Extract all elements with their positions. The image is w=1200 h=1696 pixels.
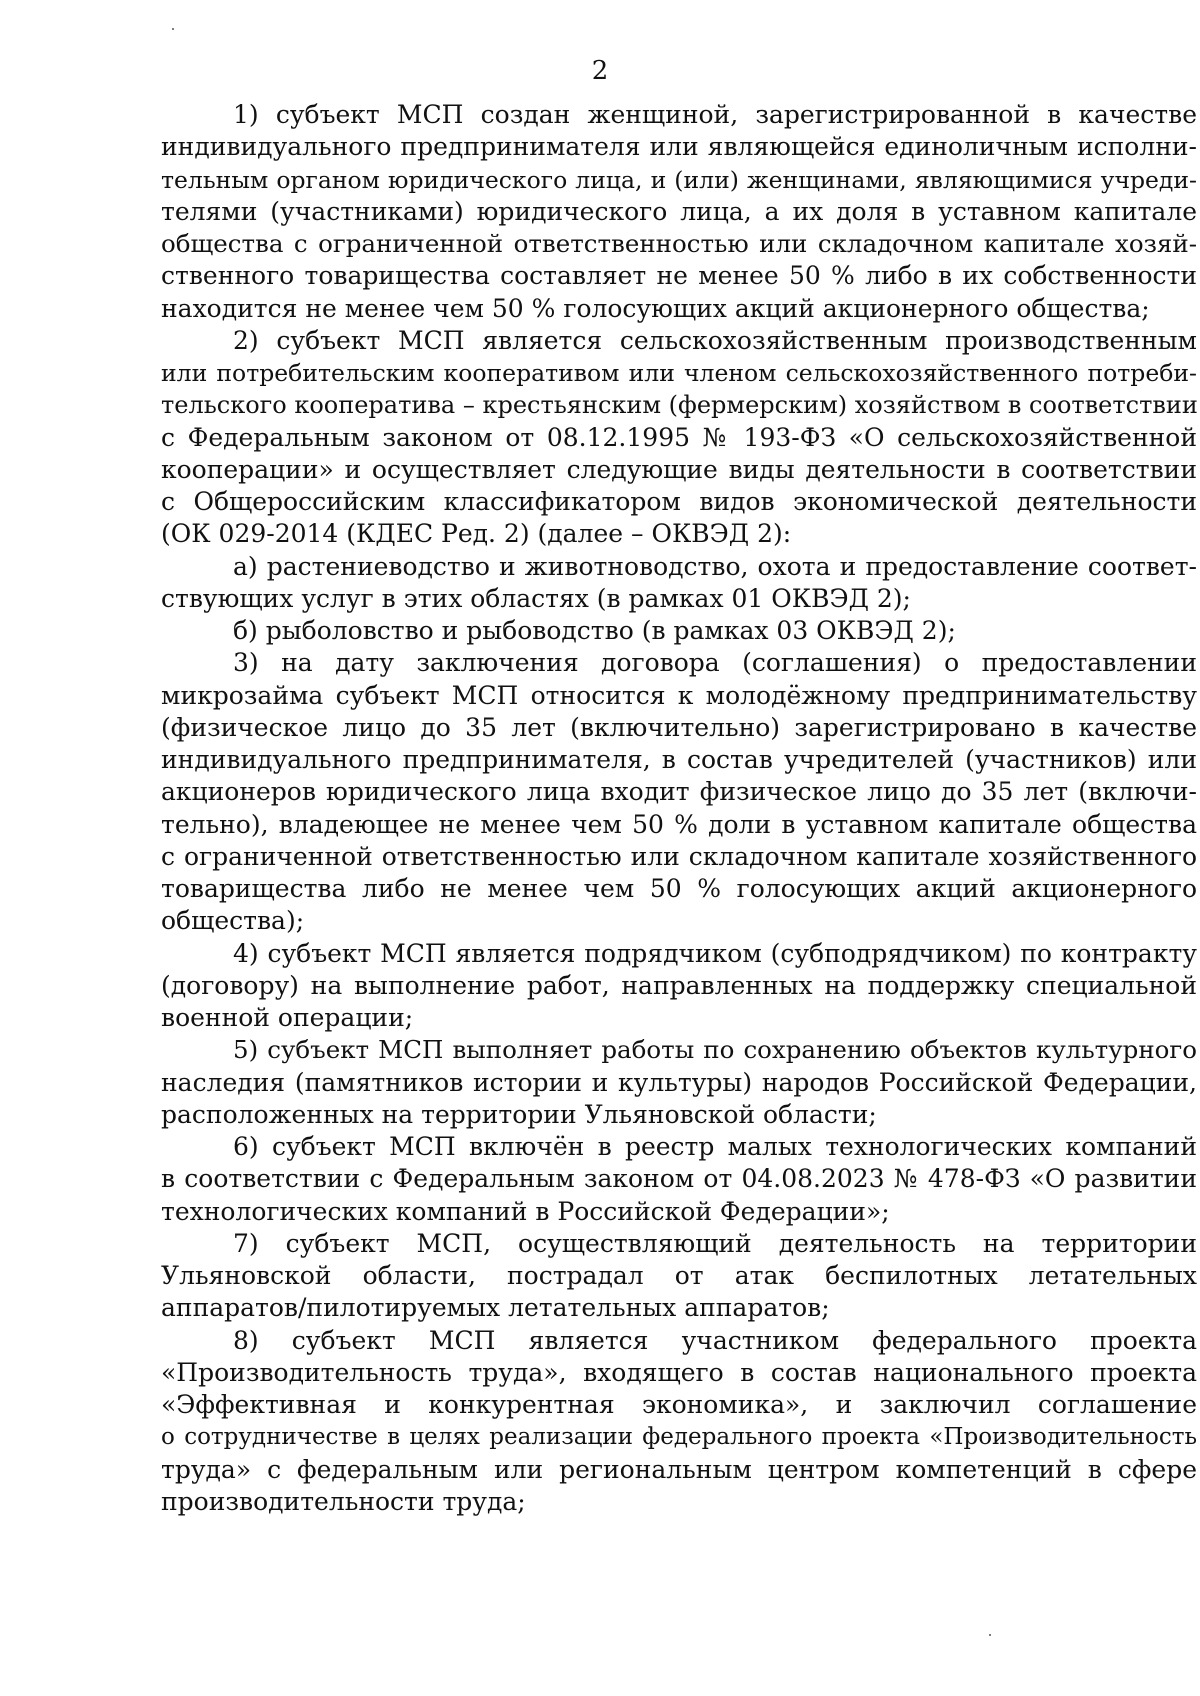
scan-speck bbox=[172, 28, 174, 30]
text-line: общества); bbox=[161, 906, 305, 936]
text-line: (договору) на выполнение работ, направленных на поддержку специальной bbox=[161, 970, 1197, 1000]
text-line: труда» с федеральным или региональным центром компетенций в сфере bbox=[161, 1454, 1197, 1484]
paragraph bbox=[161, 615, 1197, 647]
text-line: аппаратов/пилотируемых летательных аппаратов; bbox=[161, 1293, 830, 1323]
text-line: или потребительским кооперативом или членом сельскохозяйственного потреби- bbox=[161, 359, 1197, 387]
paragraph bbox=[161, 938, 1197, 1035]
paragraph bbox=[161, 1131, 1197, 1228]
text-line: 6) субъект МСП включён в реестр малых технологических компаний bbox=[233, 1132, 1197, 1161]
text-line: технологических компаний в Российской Федерации»; bbox=[161, 1196, 890, 1226]
text-line: индивидуального предпринимателя или являющейся единоличным исполни- bbox=[161, 132, 1197, 162]
text-line: «Производительность труда», входящего в состав национального проекта bbox=[161, 1357, 1197, 1387]
text-line: о сотрудничестве в целях реализации федерального проекта «Производительность bbox=[161, 1424, 1197, 1451]
text-line: производительности труда; bbox=[161, 1486, 526, 1516]
paragraph bbox=[161, 1228, 1197, 1325]
text-line: 7) субъект МСП, осуществляющий деятельность на территории bbox=[233, 1228, 1197, 1258]
text-line: тельского кооператива – крестьянским (фермерским) хозяйством в соответствии bbox=[161, 391, 1198, 420]
text-line: находится не менее чем 50 % голосующих акций акционерного общества; bbox=[161, 293, 1150, 323]
paragraph bbox=[161, 99, 1197, 325]
text-line: индивидуального предпринимателя, в состав учредителей (участников) или bbox=[161, 745, 1197, 774]
text-line: «Эффективная и конкурентная экономика», и заключил соглашение bbox=[161, 1390, 1197, 1419]
text-line: ственного товарищества составляет не менее 50 % либо в их собственности bbox=[161, 261, 1197, 291]
text-line: тельно), владеющее не менее чем 50 % доли в уставном капитале общества bbox=[161, 809, 1197, 839]
text-line: Ульяновской области, пострадал от атак беспилотных летательных bbox=[161, 1261, 1197, 1290]
text-line: б) рыболовство и рыбоводство (в рамках 03 ОКВЭД 2); bbox=[233, 616, 956, 645]
text-line: общества с ограниченной ответственностью или складочном капитале хозяй- bbox=[161, 229, 1197, 258]
scan-speck bbox=[989, 1634, 991, 1636]
text-line: 2) субъект МСП является сельскохозяйственным производственным bbox=[233, 325, 1197, 355]
paragraph bbox=[161, 1034, 1197, 1131]
text-line: в соответствии с Федеральным законом от 04.08.2023 № 478-ФЗ «О развитии bbox=[161, 1164, 1197, 1194]
text-line: расположенных на территории Ульяновской области; bbox=[161, 1099, 877, 1129]
paragraph bbox=[161, 325, 1197, 551]
text-line: телями (участниками) юридического лица, а их доля в уставном капитале bbox=[161, 196, 1197, 226]
text-line: кооперации» и осуществляет следующие виды деятельности в соответствии bbox=[161, 454, 1197, 484]
text-line: военной операции; bbox=[161, 1003, 414, 1032]
text-line: тельным органом юридического лица, и (или) женщинами, являющимися учреди- bbox=[161, 165, 1197, 194]
text-line: акционеров юридического лица входит физическое лицо до 35 лет (включи- bbox=[161, 777, 1197, 807]
document-body bbox=[161, 99, 1197, 1518]
text-line: 8) субъект МСП является участником федерального проекта bbox=[233, 1325, 1197, 1355]
text-line: ствующих услуг в этих областях (в рамках 01 ОКВЭД 2); bbox=[161, 583, 911, 613]
page-number: 2 bbox=[591, 56, 609, 86]
text-line: микрозайма субъект МСП относится к молодёжному предпринимательству bbox=[161, 680, 1197, 710]
text-line: 1) субъект МСП создан женщиной, зарегистрированной в качестве bbox=[233, 100, 1197, 129]
text-line: с ограниченной ответственностью или складочном капитале хозяйственного bbox=[161, 841, 1197, 871]
text-line: с Общероссийским классификатором видов экономической деятельности bbox=[161, 487, 1197, 516]
text-line: (ОК 029-2014 (КДЕС Ред. 2) (далее – ОКВЭД 2): bbox=[161, 519, 792, 549]
text-line: с Федеральным законом от 08.12.1995 № 193-ФЗ «О сельскохозяйственной bbox=[161, 422, 1197, 452]
paragraph bbox=[161, 551, 1197, 616]
text-line: наследия (памятников истории и культуры) народов Российской Федерации, bbox=[161, 1067, 1197, 1097]
text-line: 4) субъект МСП является подрядчиком (субподрядчиком) по контракту bbox=[233, 938, 1197, 968]
text-line: 5) субъект МСП выполняет работы по сохранению объектов культурного bbox=[233, 1035, 1197, 1065]
paragraph bbox=[161, 1325, 1197, 1519]
text-line: 3) на дату заключения договора (соглашения) о предоставлении bbox=[233, 648, 1197, 678]
text-line: а) растениеводство и животноводство, охота и предоставление соответ- bbox=[233, 551, 1197, 581]
paragraph bbox=[161, 647, 1197, 937]
text-line: товарищества либо не менее чем 50 % голосующих акций акционерного bbox=[161, 874, 1197, 903]
text-line: (физическое лицо до 35 лет (включительно) зарегистрировано в качестве bbox=[161, 712, 1197, 742]
